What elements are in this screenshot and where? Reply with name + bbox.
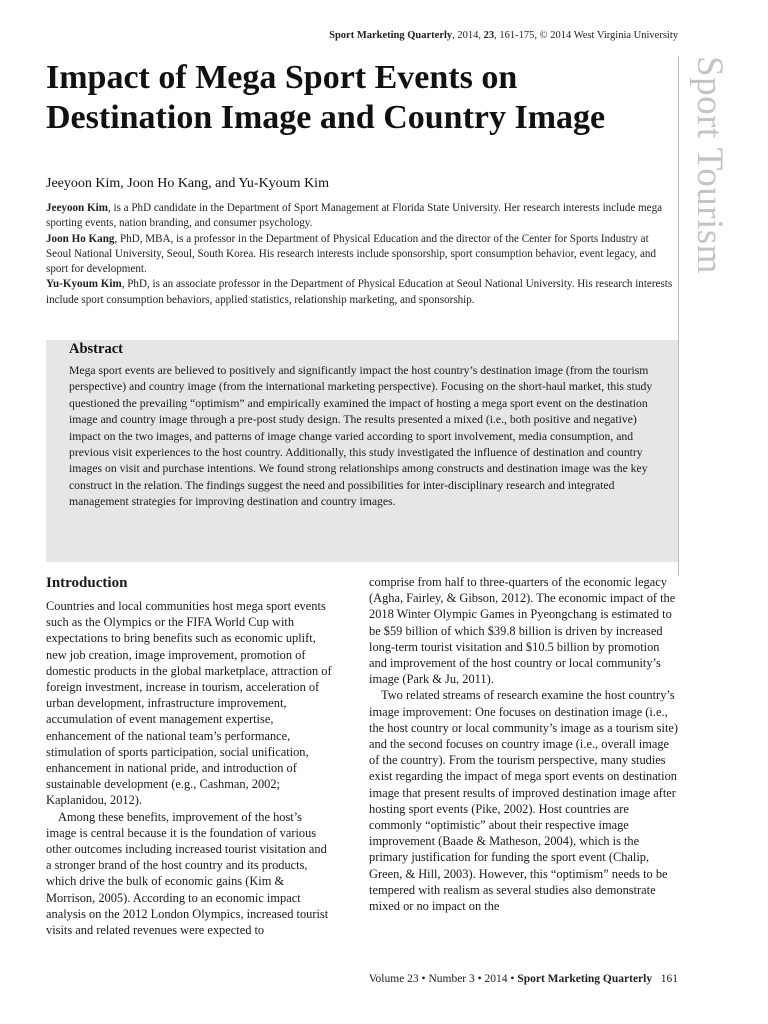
citation-post: , 161-175, © 2014 West Virginia University [494,30,678,41]
section-heading-introduction: Introduction [46,575,128,591]
bio-name: Joon Ho Kang [46,232,115,245]
footer-issue: Volume 23 • Number 3 • 2014 • [368,973,518,985]
right-column [369,574,679,914]
bio-text: , PhD, is an associate professor in the Department of Physical Education at Seoul National University. His research interests include sport consumption behaviors, applied statistics, relationship marketing, and sponsorship. [46,278,673,306]
author-bio [46,201,676,232]
footer-journal: Sport Marketing Quarterly [517,973,653,985]
intro-paragraph-3: comprise from half to three-quarters of the economic legacy (Agha, Fairley, & Gibson, 2012). The economic impact of the 2018 Winter Olympic Games in Pyeongchang is estimated to be $59 billion of which $39.8 billion is driven by increased long-term tourist visitation and $10.5 billion by promotion and improvement of the host country or local community’s image (Park & Ju, 2011). [369,575,676,687]
bio-text: , is a PhD candidate in the Department of Sport Management at Florida State University. Her research interests include mega sporting events, nation branding, and consumer psychology. [46,202,663,230]
bio-name: Jeeyoon Kim [46,202,108,214]
journal-name: Sport Marketing Quarterly [329,30,453,41]
section-label: Sport Tourism [689,56,730,275]
page-number: 161 [660,973,678,985]
bio-text: , PhD, MBA, is a professor in the Department of Physical Education and the director of the Center for Sports Industry at Seoul National University, Seoul, South Korea. His research interests include sponsorship, sport consumption behavior, event legacy, and sport for development. [46,232,656,276]
author-bios [46,201,676,308]
abstract-heading: Abstract [69,341,123,357]
article-title: Impact of Mega Sport Events on Destination Image and Country Image [46,59,606,136]
journal-header [329,30,678,41]
intro-paragraph-2: Among these benefits, improvement of the host’s image is central because it is the foundation of various other outcomes including increased tourist visitation and a stronger brand of the host country and its products, which drive the bulk of economic gains (Kim & Morrison, 2005). According to an economic impact analysis on the 2012 London Olympics, increased tourist visits and related revenues were expected to [46,809,329,938]
author-bio [46,232,676,278]
left-column [46,574,332,938]
intro-paragraph-4: Two related streams of research examine the host country’s image improvement: One focuses on destination image (i.e., the host country or local community’s image as a tourism site) and the second focuses on country image (i.e., overall image of the country). From the tourism perspective, many studies exist regarding the impact of mega sport events on destination image that present results of improved destination image after hosting sport events (Pike, 2002). Host countries are commonly “optimistic” about their respective image improvement (Baade & Matheson, 2004), which is the primary justification for funding the sport event (Chalip, Green, & Hill, 2003). However, this “optimism” needs to be tempered with realism as several studies also demonstrate mixed or no impact on the [369,688,679,914]
author-bio [46,277,676,308]
intro-paragraph-1: Countries and local communities host mega sport events such as the Olympics or the FIFA World Cup with expectations to bring benefits such as economic uplift, new job creation, image improvement, promotion of domestic products in the global marketplace, attraction of foreign investment, increase in tourism, acceleration of urban development, infrastructure improvement, accumulation of event management expertise, enhancement of the national team’s performance, stimulation of sports participation, social unification, enhancement in national pride, and introduction of sustainable development (e.g., Cashman, 2002; Kaplanidou, 2012). [46,599,332,808]
abstract-box [46,340,678,562]
page-footer [369,973,678,985]
author-list: Jeeyoon Kim, Joon Ho Kang, and Yu-Kyoum Kim [46,176,329,191]
bio-name: Yu-Kyoum Kim [46,278,122,291]
volume-number: 23 [483,30,495,41]
citation-pre: , 2014, [452,30,484,41]
abstract-body: Mega sport events are believed to positively and significantly impact the host country’s destination image (from the tourism perspective) and country image (from the international marketing perspective). Focusing on the short-haul market, this study questioned the prevailing “optimism” and empirically examined the impact of hosting a mega sport event on the destination image and country image through a pre-post study design. The results presented a mixed (i.e., both positive and negative) impact on the two images, and patterns of image change varied according to sport involvement, media consumption, and previous visit experiences to the host country. Additionally, this study investigated the influence of destination and country images on visit and purchase intentions. We found strong relationships among constructs and destination image was the key construct in the relation. The findings suggest the need and possibilities for inter-disciplinary research and integrated management strategies for improving destination and country images. [69,364,653,509]
